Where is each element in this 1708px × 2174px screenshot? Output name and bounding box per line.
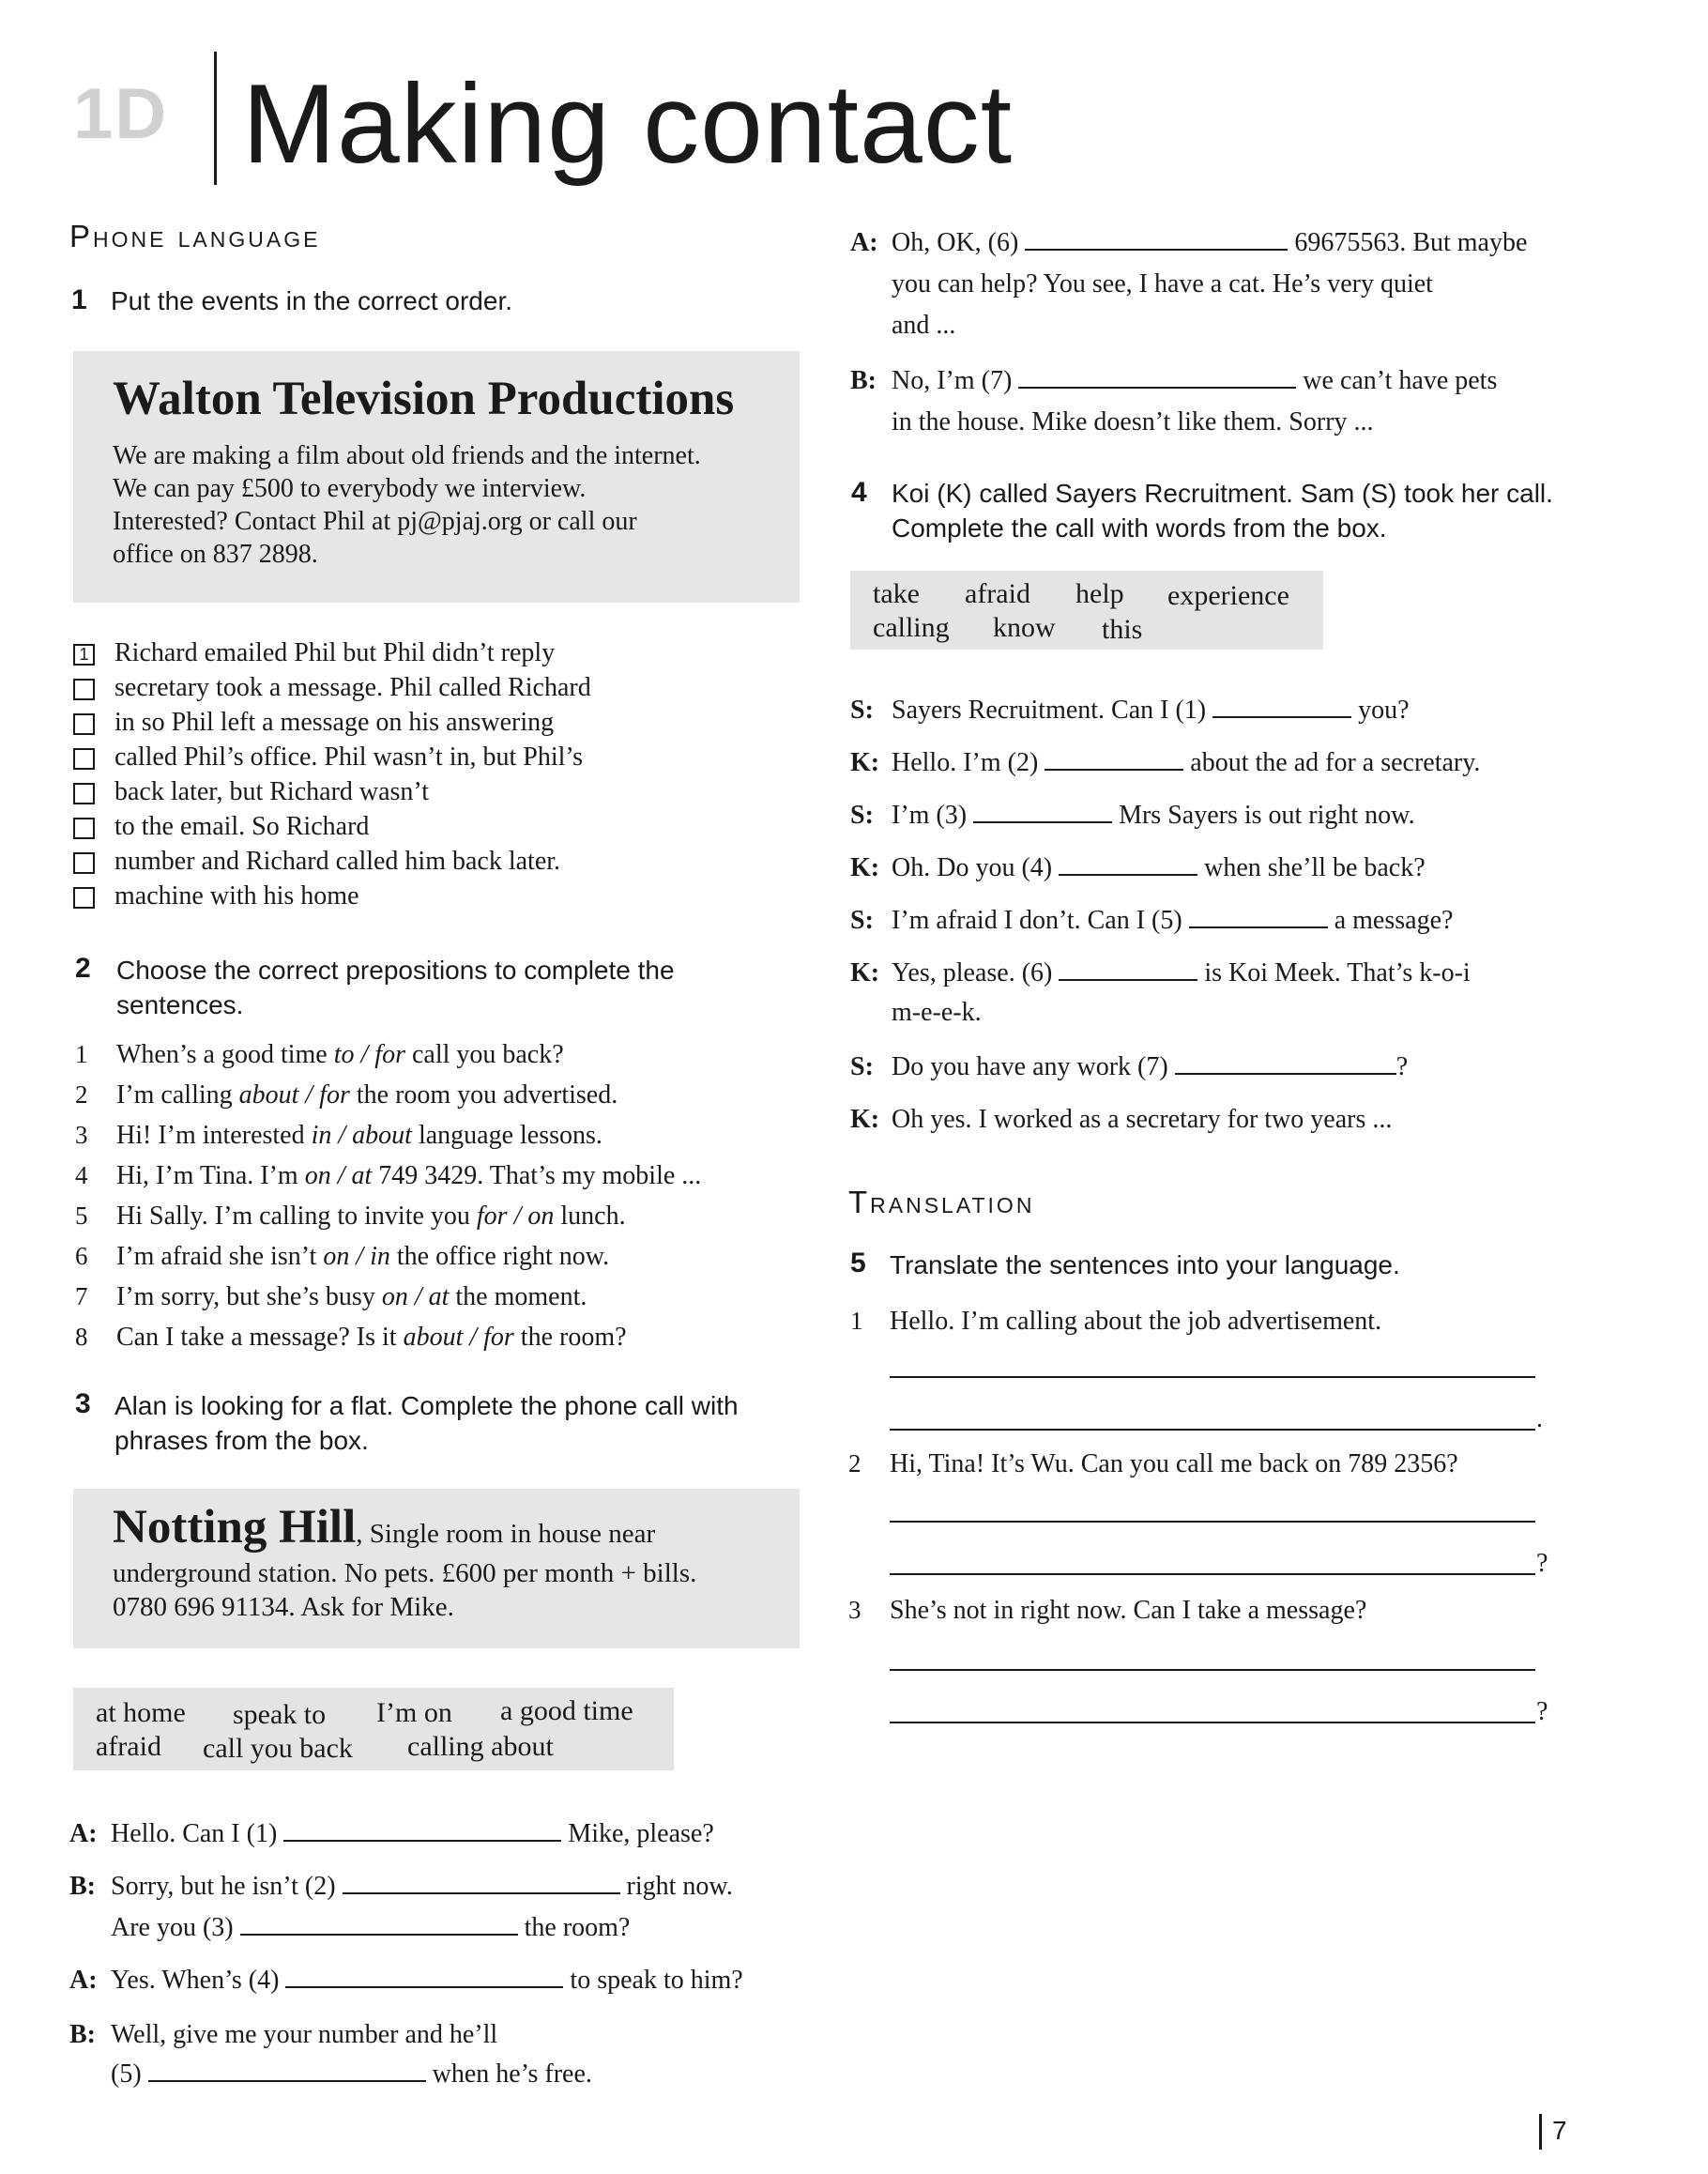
walton-ad-title: Walton Television Productions <box>113 373 735 425</box>
speaker-label: B: <box>850 366 877 395</box>
speaker-label: K: <box>850 1105 880 1134</box>
speaker-label: A: <box>69 1966 98 1995</box>
walton-ad-box <box>73 351 800 603</box>
translation-sentence: Hello. I’m calling about the job advertisement. <box>890 1307 1382 1336</box>
answer-line[interactable] <box>890 1722 1535 1723</box>
speaker-label: A: <box>850 228 878 257</box>
item-number: 2 <box>848 1449 862 1477</box>
item-number: 2 <box>75 1080 88 1109</box>
notting-hill-ad-body <box>113 1556 696 1624</box>
preposition-options[interactable]: to / for <box>333 1040 405 1069</box>
answer-blank[interactable] <box>1059 958 1197 981</box>
order-checkbox[interactable] <box>73 748 95 770</box>
notting-hill-ad-box <box>73 1489 800 1648</box>
event-item: Richard emailed Phil but Phil didn’t reply <box>114 638 556 667</box>
box-word: help <box>1075 578 1124 609</box>
speaker-label: K: <box>850 748 880 777</box>
item-number: 3 <box>75 1121 88 1149</box>
preposition-options[interactable]: on / in <box>323 1242 390 1271</box>
walton-ad-line: Interested? Contact Phil at pj@pjaj.org or call our <box>113 507 637 536</box>
speaker-label: B: <box>69 1872 96 1901</box>
phrase-word: call you back <box>203 1733 353 1764</box>
order-checkbox[interactable] <box>73 679 95 700</box>
item-number: 6 <box>75 1242 88 1270</box>
instruction-line: Complete the call with words from the box. <box>892 513 1387 543</box>
dialogue-line: Oh. Do you (4) when she’ll be back? <box>892 853 1426 882</box>
dialogue-line: and ... <box>892 311 956 340</box>
answer-blank[interactable] <box>343 1872 620 1894</box>
answer-blank[interactable] <box>285 1966 563 1988</box>
event-item: in so Phil left a message on his answering <box>114 708 555 737</box>
phrase-word: afraid <box>96 1731 161 1762</box>
answer-blank[interactable] <box>1212 696 1351 718</box>
sentence-end: ? <box>1536 1549 1548 1578</box>
header-divider <box>214 52 217 185</box>
box-word: this <box>1102 614 1143 645</box>
speaker-label: S: <box>850 1052 874 1081</box>
ad-title-rest: , Single room in house near <box>356 1519 656 1549</box>
walton-ad-line: We are making a film about old friends and the internet. <box>113 441 701 470</box>
dialogue-line: in the house. Mike doesn’t like them. Sorry ... <box>892 407 1374 436</box>
order-checkbox[interactable] <box>73 887 95 909</box>
speaker-label: K: <box>850 853 880 882</box>
exercise-5-instruction: Translate the sentences into your language. <box>890 1250 1400 1279</box>
order-checkbox[interactable] <box>73 818 95 839</box>
walton-ad-line: We can pay £500 to everybody we interview. <box>113 474 587 503</box>
preposition-item: I’m calling about / for the room you advertised. <box>116 1080 618 1110</box>
preposition-options[interactable]: about / for <box>238 1080 350 1110</box>
answer-blank[interactable] <box>973 801 1112 823</box>
order-checkbox[interactable]: 1 <box>73 644 95 666</box>
answer-blank[interactable] <box>1045 748 1183 771</box>
exercise-2-instruction <box>116 953 675 1022</box>
exercise-2-number: 2 <box>75 953 91 984</box>
box-word: calling <box>873 612 950 643</box>
preposition-item: Hi! I’m interested in / about language lessons. <box>116 1121 602 1150</box>
event-item: machine with his home <box>114 881 359 911</box>
dialogue-line: I’m (3) Mrs Sayers is out right now. <box>892 801 1415 830</box>
preposition-item: When’s a good time to / for call you back? <box>116 1040 564 1069</box>
answer-line[interactable] <box>890 1573 1535 1575</box>
instruction-line: Alan is looking for a flat. Complete the phone call with <box>114 1391 739 1420</box>
preposition-item: I’m afraid she isn’t on / in the office right now. <box>116 1242 610 1271</box>
answer-blank[interactable] <box>148 2059 426 2082</box>
answer-blank[interactable] <box>240 1913 518 1936</box>
item-number: 5 <box>75 1202 88 1230</box>
dialogue-line: Yes. When’s (4) to speak to him? <box>111 1966 743 1995</box>
sentence-end: ? <box>1536 1697 1548 1726</box>
item-number: 8 <box>75 1323 88 1351</box>
ad-line: 0780 696 91134. Ask for Mike. <box>113 1592 454 1622</box>
dialogue-line: Oh, OK, (6) 69675563. But maybe <box>892 228 1528 257</box>
instruction-line: phrases from the box. <box>114 1426 369 1455</box>
preposition-item: Hi, I’m Tina. I’m on / at 749 3429. That’s my mobile ... <box>116 1161 702 1190</box>
preposition-item: I’m sorry, but she’s busy on / at the moment. <box>116 1282 587 1311</box>
answer-blank[interactable] <box>1059 853 1197 876</box>
dialogue-line: Well, give me your number and he’ll <box>111 2020 498 2049</box>
speaker-label: A: <box>69 1819 98 1848</box>
instruction-line: sentences. <box>116 990 244 1019</box>
page-title: Making contact <box>242 61 1014 187</box>
exercise-1-number: 1 <box>71 284 87 315</box>
item-number: 1 <box>850 1307 863 1335</box>
preposition-item: Can I take a message? Is it about / for the room? <box>116 1323 627 1352</box>
dialogue-line: m-e-e-k. <box>892 998 982 1027</box>
section-heading-translation: Translation <box>848 1185 1035 1219</box>
item-number: 1 <box>75 1040 88 1068</box>
dialogue-line: Yes, please. (6) is Koi Meek. That’s k-o-i <box>892 958 1471 987</box>
item-number: 3 <box>848 1596 862 1624</box>
speaker-label: S: <box>850 696 874 725</box>
notting-hill-ad-title-line <box>113 1500 655 1554</box>
answer-blank[interactable] <box>283 1819 561 1842</box>
box-word: know <box>993 612 1056 643</box>
dialogue-line: Do you have any work (7) ? <box>892 1052 1409 1081</box>
dialogue-line: Sorry, but he isn’t (2) right now. <box>111 1872 733 1901</box>
translation-sentence: She’s not in right now. Can I take a message? <box>890 1596 1367 1625</box>
preposition-options[interactable]: for / on <box>476 1202 555 1231</box>
speaker-label: S: <box>850 906 874 935</box>
answer-line[interactable] <box>890 1429 1535 1431</box>
event-item: to the email. So Richard <box>114 812 370 841</box>
dialogue-line: Are you (3) the room? <box>111 1913 631 1942</box>
box-word: take <box>873 578 920 609</box>
unit-code: 1D <box>73 74 169 154</box>
order-checkbox[interactable] <box>73 852 95 874</box>
exercise-4-instruction <box>892 476 1553 545</box>
dialogue-line: you can help? You see, I have a cat. He’s very quiet <box>892 269 1433 299</box>
order-checkbox[interactable] <box>73 783 95 804</box>
sentence-end: . <box>1536 1404 1543 1433</box>
item-number: 4 <box>75 1161 88 1189</box>
preposition-options[interactable]: about / for <box>403 1323 514 1352</box>
walton-ad-line: office on 837 2898. <box>113 540 318 569</box>
preposition-options[interactable]: on / at <box>381 1282 450 1311</box>
dialogue-line: Hello. I’m (2) about the ad for a secretary. <box>892 748 1481 777</box>
page-number-bar <box>1539 2114 1542 2150</box>
notting-hill-ad-title: Notting Hill <box>113 1501 357 1554</box>
phrase-word: a good time <box>500 1695 633 1726</box>
preposition-options[interactable]: on / at <box>304 1161 373 1190</box>
dialogue-line: (5) when he’s free. <box>111 2059 592 2089</box>
ad-line: underground station. No pets. £600 per month + bills. <box>113 1558 697 1588</box>
dialogue-line: I’m afraid I don’t. Can I (5) a message? <box>892 906 1454 935</box>
answer-blank[interactable] <box>1018 366 1296 389</box>
instruction-line: Koi (K) called Sayers Recruitment. Sam (S) took her call. <box>892 479 1553 508</box>
word-box <box>850 571 1323 650</box>
translation-sentence: Hi, Tina! It’s Wu. Can you call me back on 789 2356? <box>890 1449 1458 1478</box>
dialogue-line: Oh yes. I worked as a secretary for two years ... <box>892 1105 1393 1134</box>
answer-line[interactable] <box>890 1669 1535 1671</box>
preposition-item: Hi Sally. I’m calling to invite you for / on lunch. <box>116 1202 626 1231</box>
phrase-box <box>73 1688 674 1770</box>
phrase-word: speak to <box>233 1699 327 1730</box>
phrase-word: I’m on <box>376 1697 452 1728</box>
event-item: back later, but Richard wasn’t <box>114 777 430 806</box>
speaker-label: K: <box>850 958 880 987</box>
answer-line[interactable] <box>890 1521 1535 1523</box>
exercise-3-number: 3 <box>75 1388 91 1419</box>
speaker-label: S: <box>850 801 874 830</box>
exercise-4-number: 4 <box>851 477 867 508</box>
instruction-line: Choose the correct prepositions to complete the <box>116 956 675 985</box>
exercise-3-instruction <box>114 1388 739 1458</box>
phrase-word: at home <box>96 1697 186 1728</box>
item-number: 7 <box>75 1282 88 1310</box>
box-word: afraid <box>965 578 1030 609</box>
box-word: experience <box>1167 580 1289 611</box>
exercise-1-instruction: Put the events in the correct order. <box>111 286 513 315</box>
page-number: 7 <box>1552 2116 1567 2145</box>
order-checkbox[interactable] <box>73 713 95 735</box>
preposition-options[interactable]: in / about <box>311 1121 412 1150</box>
section-heading-phone-language: Phone language <box>69 219 321 253</box>
answer-blank[interactable] <box>1189 906 1328 928</box>
phrase-word: calling about <box>407 1731 554 1762</box>
dialogue-line: Sayers Recruitment. Can I (1) you? <box>892 696 1410 725</box>
exercise-5-number: 5 <box>850 1248 866 1278</box>
dialogue-line: No, I’m (7) we can’t have pets <box>892 366 1498 395</box>
event-item: called Phil’s office. Phil wasn’t in, but Phil’s <box>114 743 584 772</box>
answer-blank[interactable] <box>1175 1052 1396 1075</box>
speaker-label: B: <box>69 2020 96 2049</box>
answer-blank[interactable] <box>1025 228 1288 251</box>
event-item: secretary took a message. Phil called Richard <box>114 673 591 702</box>
event-item: number and Richard called him back later. <box>114 847 561 876</box>
dialogue-line: Hello. Can I (1) Mike, please? <box>111 1819 714 1848</box>
walton-ad-body <box>113 439 701 571</box>
answer-line[interactable] <box>890 1376 1535 1378</box>
